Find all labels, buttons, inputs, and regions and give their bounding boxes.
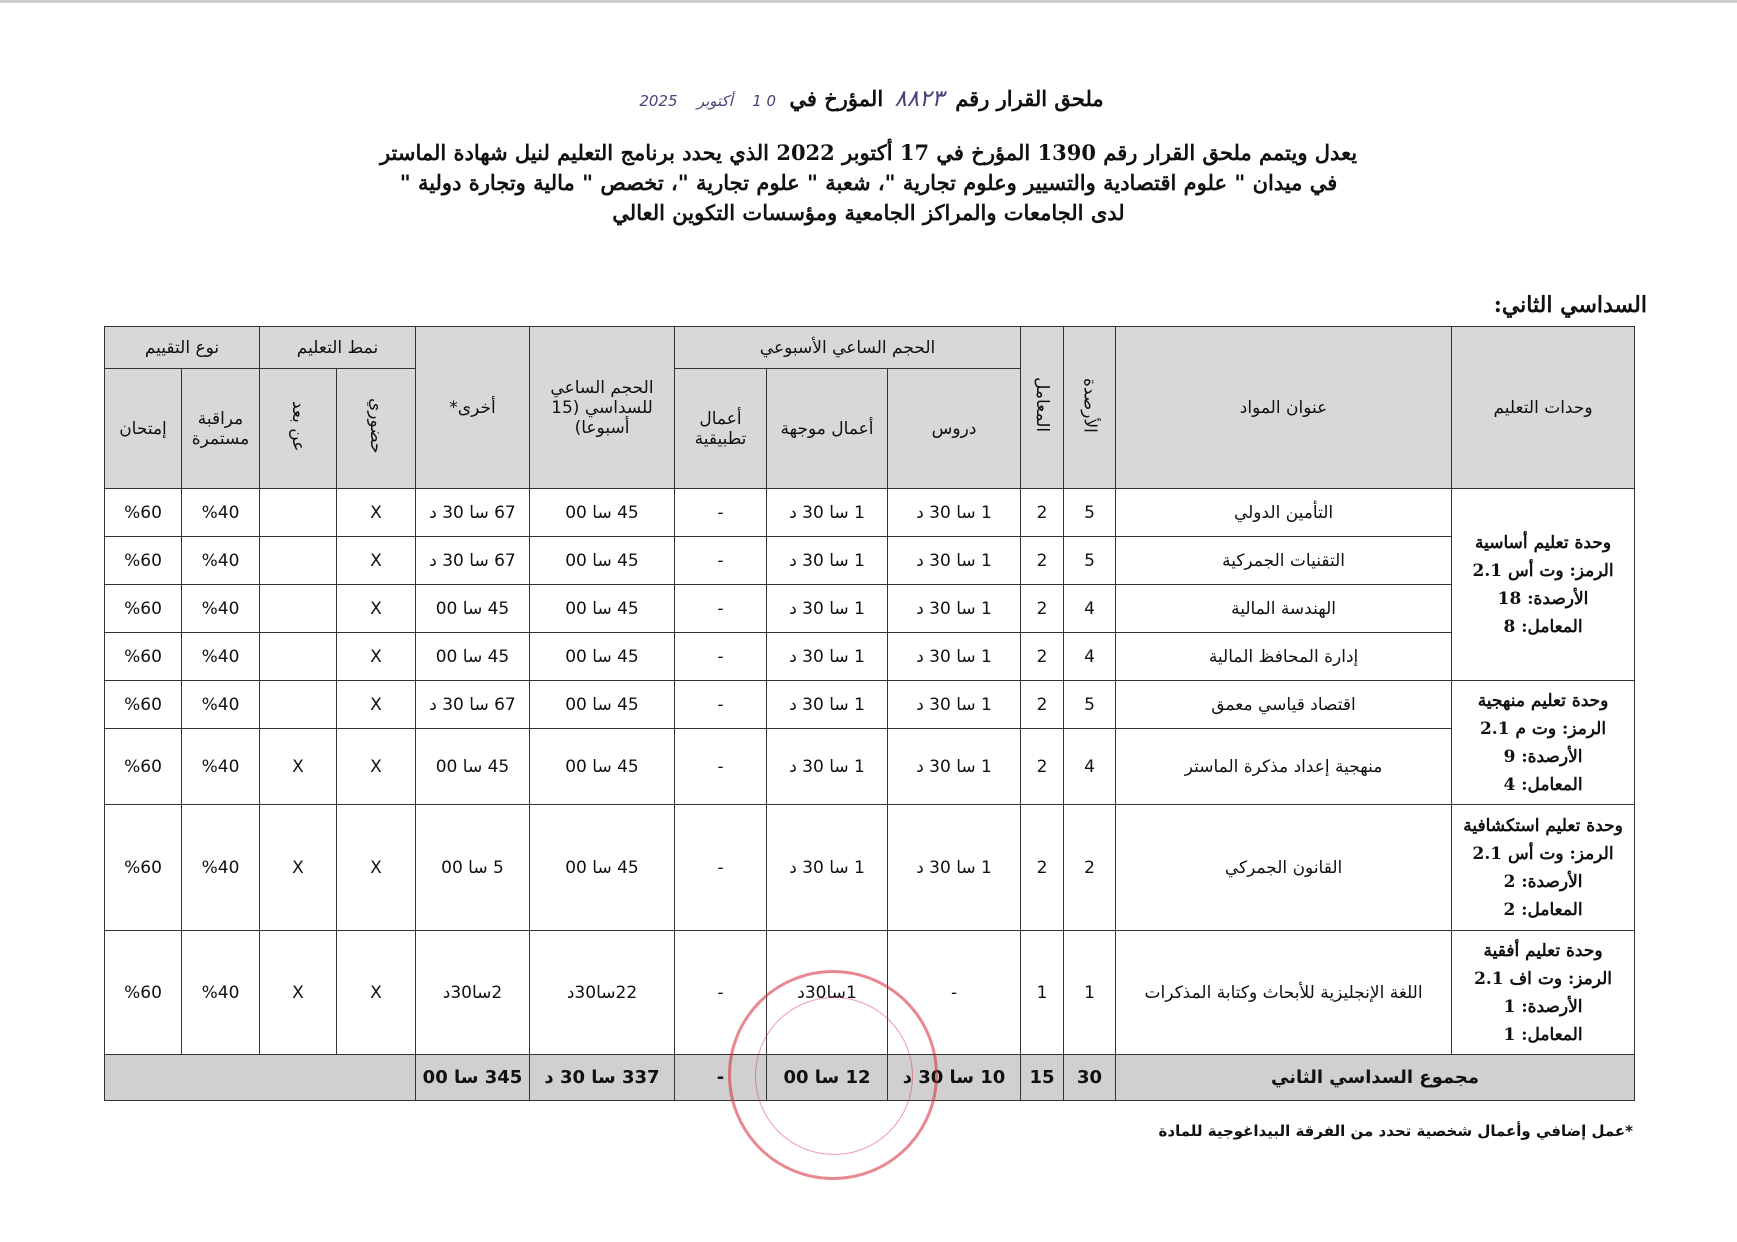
totals-label: مجموع السداسي الثاني <box>1116 1055 1635 1101</box>
subject-title: منهجية إعداد مذكرة الماستر <box>1116 729 1452 805</box>
table-row <box>105 805 1635 931</box>
subject-other: 45 سا 00 <box>416 633 530 681</box>
subject-tutorials: 1 سا 30 د <box>767 537 888 585</box>
subject-practicals: - <box>675 537 767 585</box>
subject-tutorials: 1 سا 30 د <box>767 633 888 681</box>
subject-other: 67 سا 30 د <box>416 489 530 537</box>
unit-cell-fundamental <box>1452 489 1635 681</box>
subject-semester-volume: 45 سا 00 <box>530 489 675 537</box>
subject-tutorials: 1 سا 30 د <box>767 489 888 537</box>
table-row <box>105 633 1635 681</box>
subject-remote: X <box>260 729 337 805</box>
description-line-1: يعدل ويتمم ملحق القرار رقم 1390 المؤرخ في 17 أكتوبر 2022 الذي يحدد برنامج التعليم لنيل شهادة الماستر <box>379 140 1358 165</box>
handwritten-date-month: أكتوبر <box>696 92 733 110</box>
col-semester-volume: الحجم الساعي للسداسي (15 أسبوعا) <box>530 327 675 489</box>
subject-exam: %60 <box>105 633 182 681</box>
subject-continuous: %40 <box>182 805 260 931</box>
decree-description <box>0 138 1737 228</box>
subject-lectures: - <box>888 931 1021 1055</box>
subject-presential: X <box>337 537 416 585</box>
subject-continuous: %40 <box>182 489 260 537</box>
col-coefficient <box>1021 327 1064 489</box>
subject-credits: 5 <box>1064 681 1116 729</box>
subject-title: الهندسة المالية <box>1116 585 1452 633</box>
subject-continuous: %40 <box>182 729 260 805</box>
subject-lectures: 1 سا 30 د <box>888 805 1021 931</box>
unit-cell-exploratory <box>1452 805 1635 931</box>
totals-other: 345 سا 00 <box>416 1055 530 1101</box>
unit-credits: الأرصدة: 1 <box>1503 996 1583 1017</box>
dated-label: المؤرخ في <box>789 86 884 111</box>
subject-practicals: - <box>675 489 767 537</box>
col-coefficient-label: المعامل <box>1032 377 1053 433</box>
unit-code: الرمز: وت اف 2.1 <box>1474 968 1612 989</box>
subject-coef: 2 <box>1021 537 1064 585</box>
subject-presential: X <box>337 489 416 537</box>
unit-coef: المعامل: 1 <box>1503 1024 1583 1045</box>
subject-exam: %60 <box>105 931 182 1055</box>
totals-credits: 30 <box>1064 1055 1116 1101</box>
unit-cell-methodological <box>1452 681 1635 805</box>
subject-credits: 4 <box>1064 585 1116 633</box>
col-credits-label: الأرصدة <box>1079 377 1100 433</box>
subject-continuous: %40 <box>182 537 260 585</box>
table-row <box>105 585 1635 633</box>
unit-name: وحدة تعليم منهجية <box>1477 690 1609 711</box>
handwritten-date-day: 0 1 <box>752 92 777 110</box>
subject-remote <box>260 537 337 585</box>
subject-coef: 2 <box>1021 633 1064 681</box>
col-practicals: أعمال تطبيقية <box>675 369 767 489</box>
unit-credits: الأرصدة: 9 <box>1503 746 1583 767</box>
handwritten-date-year: 2025 <box>639 92 678 110</box>
unit-name: وحدة تعليم أساسية <box>1475 532 1612 553</box>
subject-presential: X <box>337 805 416 931</box>
subject-tutorials: 1 سا 30 د <box>767 805 888 931</box>
totals-coef: 15 <box>1021 1055 1064 1101</box>
subject-credits: 5 <box>1064 489 1116 537</box>
subject-coef: 2 <box>1021 585 1064 633</box>
subject-credits: 4 <box>1064 633 1116 681</box>
unit-cell-transversal <box>1452 931 1635 1055</box>
subject-title: اللغة الإنجليزية للأبحاث وكتابة المذكرات <box>1116 931 1452 1055</box>
col-weekly-volume: الحجم الساعي الأسبوعي <box>675 327 1021 369</box>
subject-credits: 2 <box>1064 805 1116 931</box>
subject-exam: %60 <box>105 537 182 585</box>
totals-semester-volume: 337 سا 30 د <box>530 1055 675 1101</box>
subject-practicals: - <box>675 585 767 633</box>
subject-tutorials: 1سا30د <box>767 931 888 1055</box>
table-row <box>105 681 1635 729</box>
subject-remote <box>260 585 337 633</box>
footnote: *عمل إضافي وأعمال شخصية تحدد من الفرقة البيداغوجية للمادة <box>1158 1122 1633 1140</box>
subject-other: 2سا30د <box>416 931 530 1055</box>
subject-other: 67 سا 30 د <box>416 537 530 585</box>
document-header <box>0 82 1737 228</box>
description-line-2: في ميدان " علوم اقتصادية والتسيير وعلوم تجارية "، شعبة " علوم تجارية "، تخصص " مالية وتجارة دولية " <box>399 170 1338 195</box>
subject-credits: 4 <box>1064 729 1116 805</box>
subject-semester-volume: 45 سا 00 <box>530 729 675 805</box>
decree-line <box>0 82 1737 116</box>
subject-semester-volume: 22سا30د <box>530 931 675 1055</box>
subject-tutorials: 1 سا 30 د <box>767 585 888 633</box>
col-evaluation-type: نوع التقييم <box>105 327 260 369</box>
subject-presential: X <box>337 681 416 729</box>
subject-tutorials: 1 سا 30 د <box>767 729 888 805</box>
totals-empty <box>105 1055 416 1101</box>
subject-practicals: - <box>675 681 767 729</box>
description-line-3: لدى الجامعات والمراكز الجامعية ومؤسسات التكوين العالي <box>612 200 1125 225</box>
unit-coef: المعامل: 2 <box>1503 899 1583 920</box>
col-units: وحدات التعليم <box>1452 327 1635 489</box>
totals-tutorials: 12 سا 00 <box>767 1055 888 1101</box>
subject-presential: X <box>337 585 416 633</box>
col-remote <box>260 369 337 489</box>
subject-lectures: 1 سا 30 د <box>888 681 1021 729</box>
subject-coef: 2 <box>1021 729 1064 805</box>
subject-credits: 5 <box>1064 537 1116 585</box>
subject-other: 45 سا 00 <box>416 585 530 633</box>
subject-coef: 2 <box>1021 681 1064 729</box>
subject-lectures: 1 سا 30 د <box>888 489 1021 537</box>
col-presential-label: حضوري <box>366 398 386 454</box>
unit-coef: المعامل: 8 <box>1503 616 1583 637</box>
subject-title: التأمين الدولي <box>1116 489 1452 537</box>
subject-practicals: - <box>675 729 767 805</box>
subject-remote: X <box>260 805 337 931</box>
subject-other: 5 سا 00 <box>416 805 530 931</box>
subject-title: التقنيات الجمركية <box>1116 537 1452 585</box>
subject-practicals: - <box>675 633 767 681</box>
unit-credits: الأرصدة: 18 <box>1497 588 1589 609</box>
col-exam: إمتحان <box>105 369 182 489</box>
table-row <box>105 729 1635 805</box>
col-lectures: دروس <box>888 369 1021 489</box>
subject-lectures: 1 سا 30 د <box>888 633 1021 681</box>
table-row <box>105 537 1635 585</box>
unit-code: الرمز: وت أس 2.1 <box>1472 560 1614 581</box>
subject-title: اقتصاد قياسي معمق <box>1116 681 1452 729</box>
unit-coef: المعامل: 4 <box>1503 774 1583 795</box>
unit-code: الرمز: وت م 2.1 <box>1479 718 1607 739</box>
subject-remote <box>260 489 337 537</box>
subject-remote <box>260 681 337 729</box>
totals-practicals: - <box>675 1055 767 1101</box>
subject-semester-volume: 45 سا 00 <box>530 537 675 585</box>
subject-coef: 2 <box>1021 489 1064 537</box>
unit-name: وحدة تعليم أفقية <box>1483 940 1603 961</box>
subject-continuous: %40 <box>182 681 260 729</box>
subject-exam: %60 <box>105 489 182 537</box>
subject-exam: %60 <box>105 585 182 633</box>
subject-exam: %60 <box>105 729 182 805</box>
subject-semester-volume: 45 سا 00 <box>530 585 675 633</box>
unit-name: وحدة تعليم استكشافية <box>1463 815 1623 836</box>
unit-code: الرمز: وت أس 2.1 <box>1472 843 1614 864</box>
semester-title: السداسي الثاني: <box>1493 292 1647 318</box>
subject-lectures: 1 سا 30 د <box>888 585 1021 633</box>
col-tutorials: أعمال موجهة <box>767 369 888 489</box>
subject-continuous: %40 <box>182 633 260 681</box>
unit-credits: الأرصدة: 2 <box>1503 871 1583 892</box>
col-continuous: مراقبة مستمرة <box>182 369 260 489</box>
table-row <box>105 489 1635 537</box>
subject-exam: %60 <box>105 805 182 931</box>
subject-presential: X <box>337 729 416 805</box>
subject-presential: X <box>337 633 416 681</box>
col-credits <box>1064 327 1116 489</box>
subject-tutorials: 1 سا 30 د <box>767 681 888 729</box>
subject-practicals: - <box>675 805 767 931</box>
subject-title: إدارة المحافظ المالية <box>1116 633 1452 681</box>
col-subject-title: عنوان المواد <box>1116 327 1452 489</box>
subject-exam: %60 <box>105 681 182 729</box>
subject-practicals: - <box>675 931 767 1055</box>
subject-semester-volume: 45 سا 00 <box>530 805 675 931</box>
official-stamp <box>728 970 938 1180</box>
subject-other: 45 سا 00 <box>416 729 530 805</box>
col-remote-label: عن بعد <box>288 400 308 452</box>
subject-coef: 2 <box>1021 805 1064 931</box>
subject-semester-volume: 45 سا 00 <box>530 681 675 729</box>
subject-title: القانون الجمركي <box>1116 805 1452 931</box>
decree-prefix: ملحق القرار رقم <box>955 86 1104 111</box>
subject-continuous: %40 <box>182 931 260 1055</box>
subject-semester-volume: 45 سا 00 <box>530 633 675 681</box>
subject-remote <box>260 633 337 681</box>
subject-continuous: %40 <box>182 585 260 633</box>
handwritten-decree-number: ٨٨٢٣ <box>894 86 944 112</box>
subject-other: 67 سا 30 د <box>416 681 530 729</box>
subject-lectures: 1 سا 30 د <box>888 537 1021 585</box>
header-row-1 <box>105 327 1635 369</box>
col-presential <box>337 369 416 489</box>
subject-presential: X <box>337 931 416 1055</box>
totals-lectures: 10 سا 30 د <box>888 1055 1021 1101</box>
col-other: أخرى* <box>416 327 530 489</box>
scan-top-edge <box>0 0 1737 3</box>
subject-credits: 1 <box>1064 931 1116 1055</box>
subject-lectures: 1 سا 30 د <box>888 729 1021 805</box>
subject-coef: 1 <box>1021 931 1064 1055</box>
col-teaching-mode: نمط التعليم <box>260 327 416 369</box>
subject-remote: X <box>260 931 337 1055</box>
